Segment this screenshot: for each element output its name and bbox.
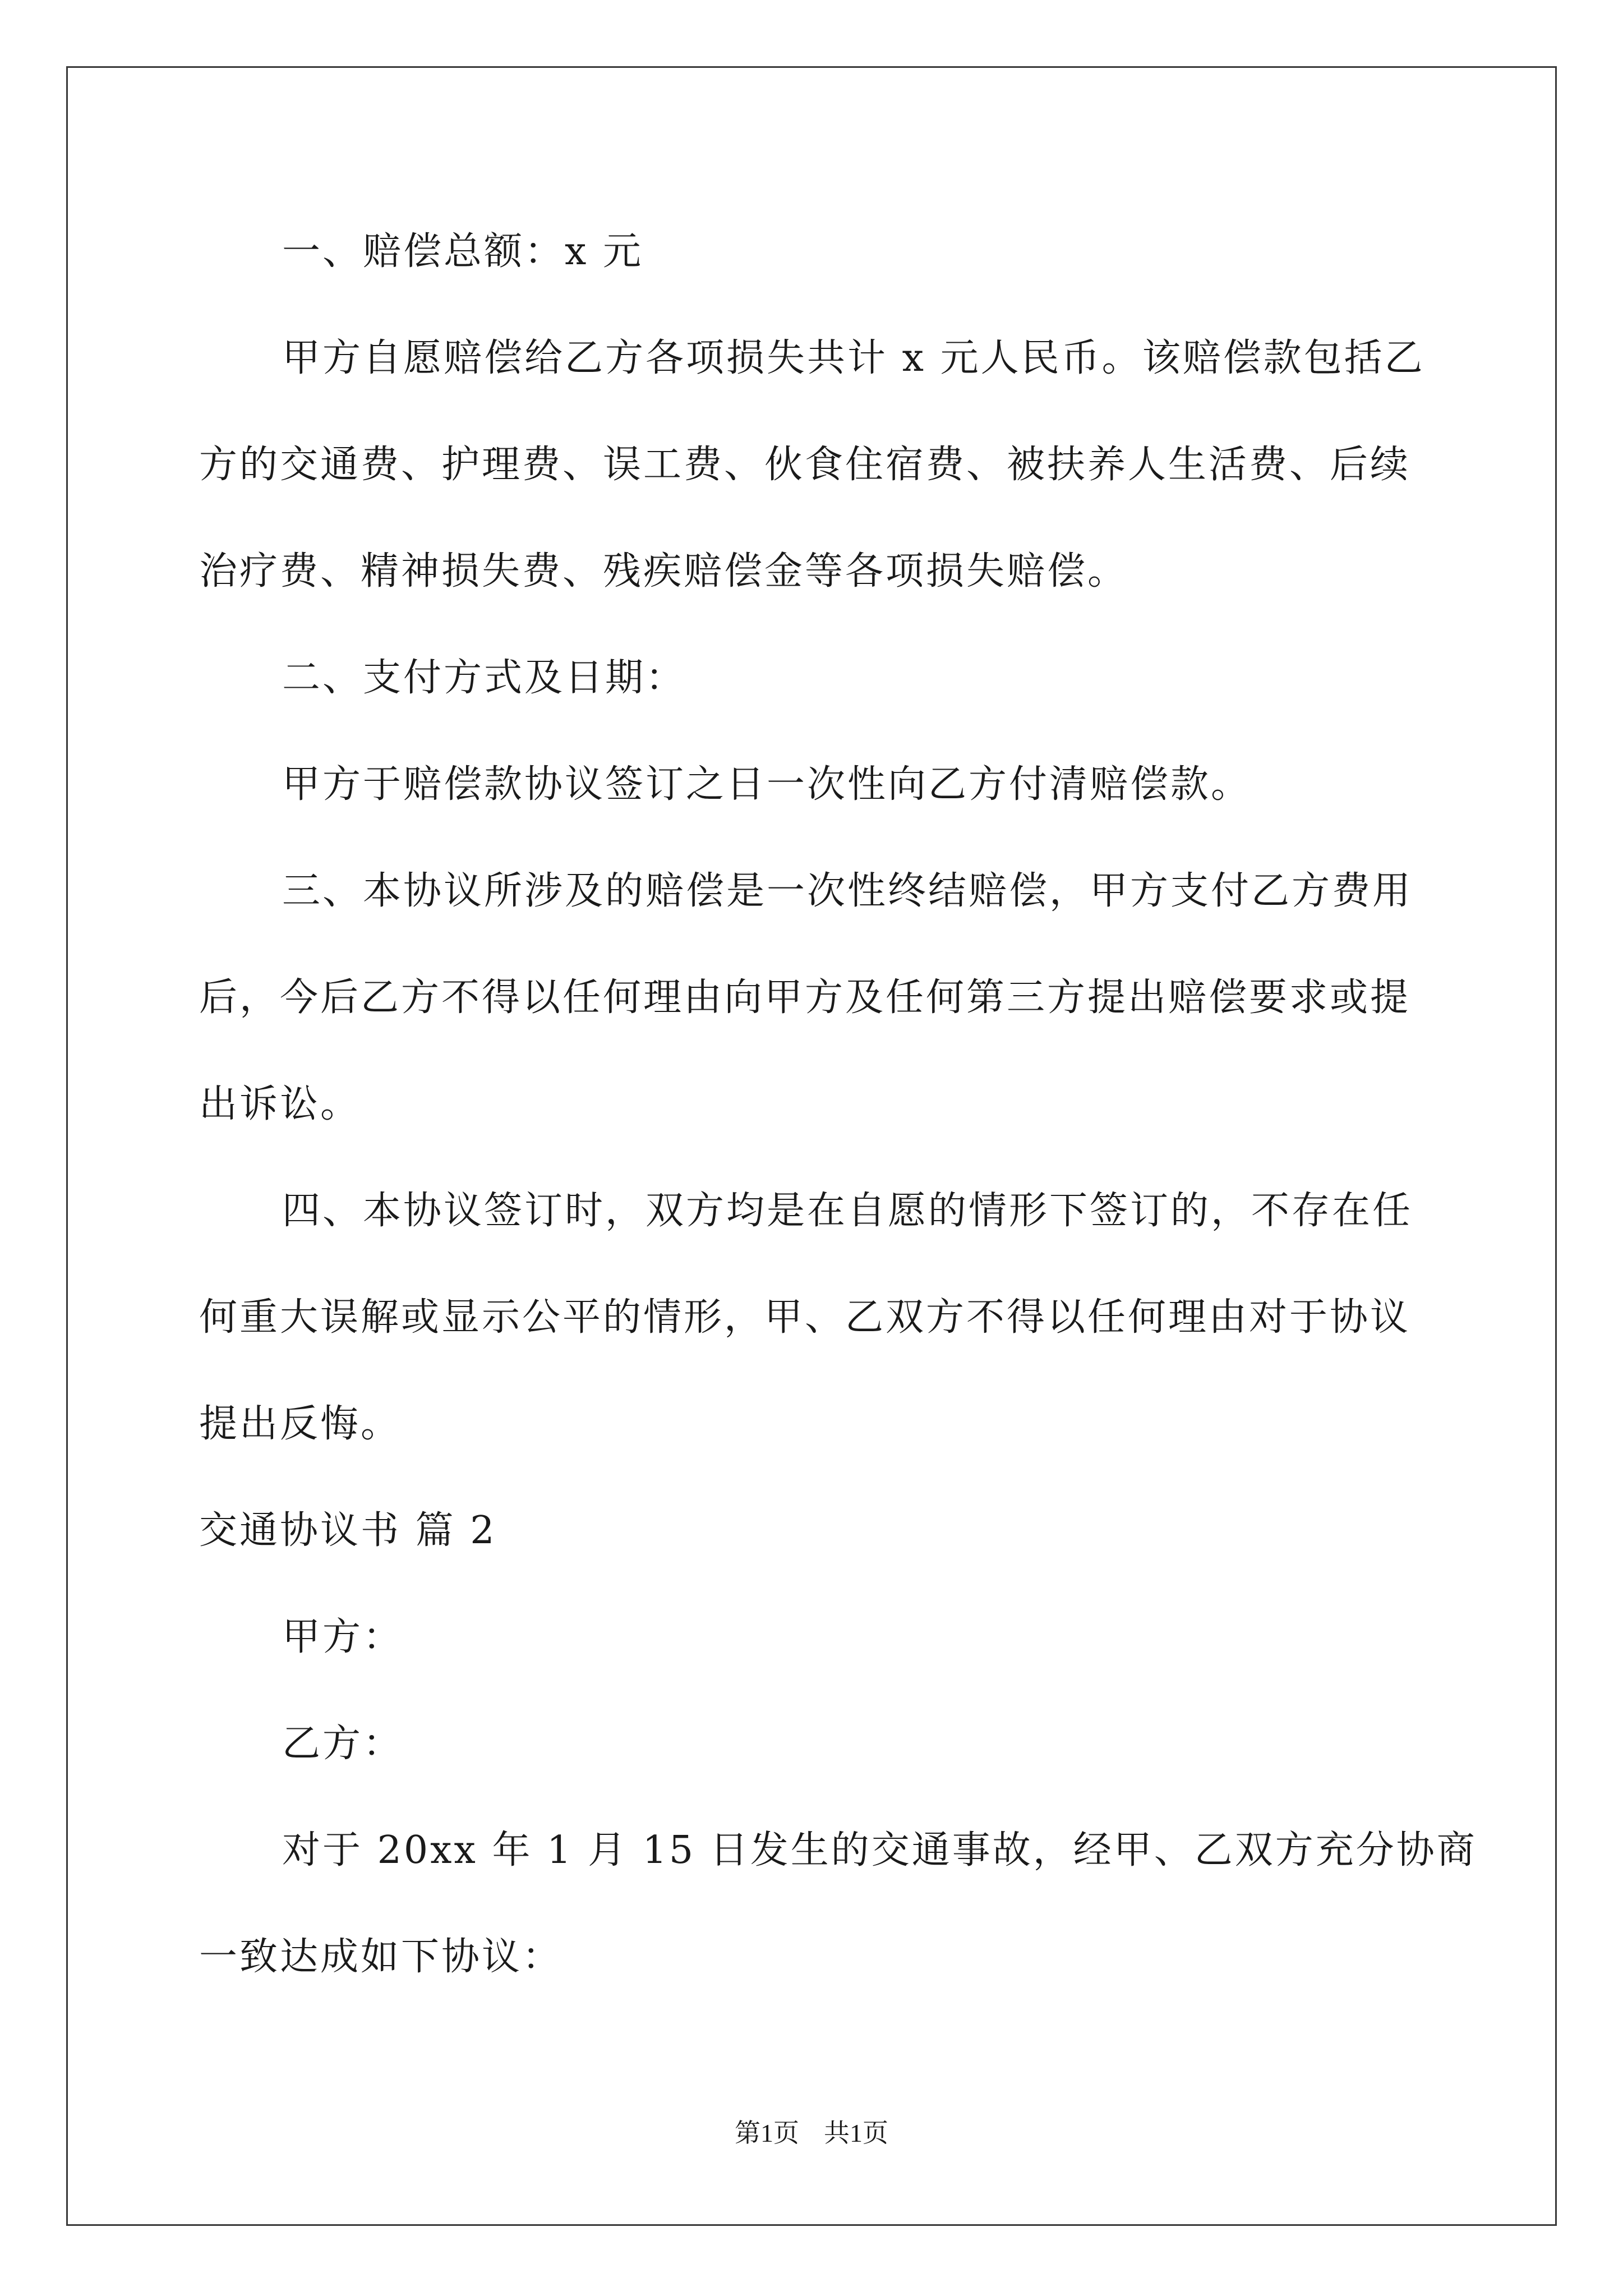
paragraph-line: 提出反悔。: [199, 1402, 402, 1446]
paragraph-line: 对于 20xx 年 1 月 15 日发生的交通事故，经甲、乙双方充分协商: [282, 1828, 1477, 1872]
page-total: 共1页: [824, 2119, 888, 2147]
paragraph-line: 方的交通费、护理费、误工费、伙食住宿费、被扶养人生活费、后续: [199, 443, 1411, 487]
clause-four-line: 四、本协议签订时，双方均是在自愿的情形下签订的，不存在任: [282, 1189, 1413, 1233]
heading-compensation-total: 一、赔偿总额：x 元: [282, 229, 643, 274]
paragraph-line: 后，今后乙方不得以任何理由向甲方及任何第三方提出赔偿要求或提: [199, 976, 1411, 1020]
paragraph-line: 甲方自愿赔偿给乙方各项损失共计 x 元人民币。该赔偿款包括乙: [282, 336, 1425, 380]
paragraph-line: 甲方于赔偿款协议签订之日一次性向乙方付清赔偿款。: [282, 762, 1252, 807]
party-a-label: 甲方：: [282, 1615, 404, 1659]
paragraph-line: 一致达成如下协议：: [199, 1935, 563, 1979]
paragraph-line: 治疗费、精神损失费、残疾赔偿金等各项损失赔偿。: [199, 549, 1128, 593]
paragraph-line: 何重大误解或显示公平的情形，甲、乙双方不得以任何理由对于协议: [199, 1295, 1411, 1340]
party-b-label: 乙方：: [282, 1722, 404, 1766]
paragraph-line: 出诉讼。: [199, 1082, 361, 1126]
page-footer: [0, 2120, 1623, 2146]
section-title: 交通协议书 篇 2: [199, 1508, 497, 1553]
clause-three-line: 三、本协议所涉及的赔偿是一次性终结赔偿，甲方支付乙方费用: [282, 869, 1413, 913]
heading-payment-method: 二、支付方式及日期：: [282, 656, 686, 700]
page-number: 第1页: [735, 2119, 799, 2147]
page-border: [66, 66, 1557, 2226]
